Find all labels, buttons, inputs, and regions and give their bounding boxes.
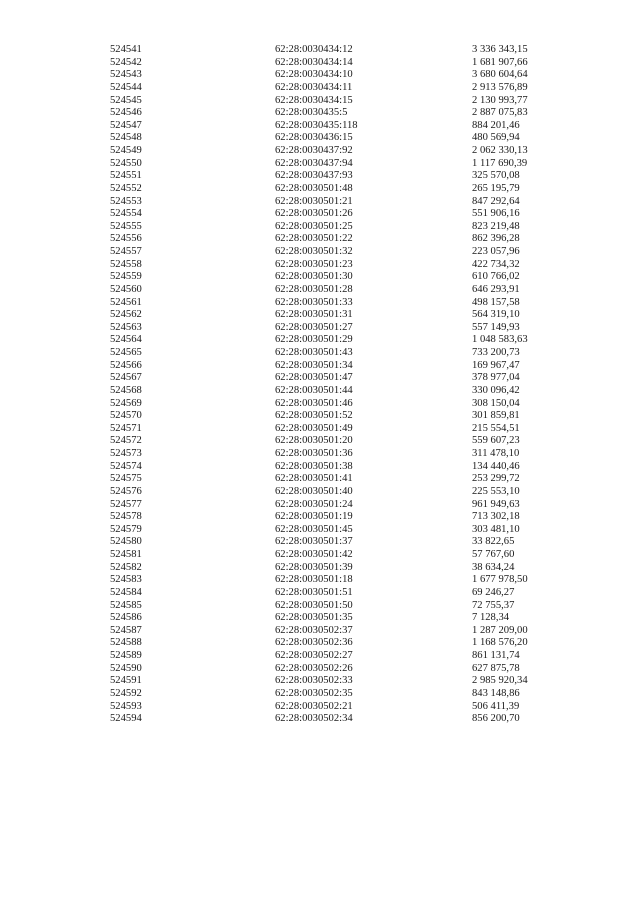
table-row xyxy=(0,524,640,537)
cadastral-number: 62:28:0030502:26 xyxy=(275,662,353,674)
cadastral-number: 62:28:0030501:34 xyxy=(275,359,353,371)
cadastral-value: 1 287 209,00 xyxy=(472,624,528,636)
row-number: 524546 xyxy=(110,107,142,119)
cadastral-value: 847 292,64 xyxy=(472,195,520,207)
table-row xyxy=(0,701,640,714)
table-row xyxy=(0,600,640,613)
table-row xyxy=(0,372,640,385)
cadastral-number: 62:28:0030501:44 xyxy=(275,384,353,396)
row-number: 524594 xyxy=(110,713,142,725)
cadastral-number: 62:28:0030501:51 xyxy=(275,586,353,598)
cadastral-value: 225 553,10 xyxy=(472,485,520,497)
table-row xyxy=(0,322,640,335)
cadastral-value: 733 200,73 xyxy=(472,347,520,358)
row-number: 524566 xyxy=(110,359,142,371)
table-row xyxy=(0,663,640,676)
row-number: 524591 xyxy=(110,675,142,687)
cadastral-number: 62:28:0030434:14 xyxy=(275,56,353,68)
cadastral-number: 62:28:0030501:42 xyxy=(275,549,353,560)
cadastral-value: 422 734,32 xyxy=(472,258,520,270)
cadastral-value: 480 569,94 xyxy=(472,132,520,144)
row-number: 524548 xyxy=(110,132,142,144)
cadastral-number: 62:28:0030502:33 xyxy=(275,675,353,687)
cadastral-value: 378 977,04 xyxy=(472,372,520,384)
cadastral-value: 559 607,23 xyxy=(472,435,520,447)
row-number: 524580 xyxy=(110,536,142,548)
table-row xyxy=(0,69,640,82)
cadastral-number: 62:28:0030501:19 xyxy=(275,511,353,523)
cadastral-number: 62:28:0030501:23 xyxy=(275,258,353,270)
row-number: 524582 xyxy=(110,561,142,573)
cadastral-number: 62:28:0030501:31 xyxy=(275,309,353,321)
table-row xyxy=(0,233,640,246)
cadastral-number: 62:28:0030502:37 xyxy=(275,624,353,636)
table-row xyxy=(0,536,640,549)
row-number: 524578 xyxy=(110,511,142,523)
table-row xyxy=(0,448,640,461)
table-row xyxy=(0,562,640,575)
cadastral-number: 62:28:0030434:10 xyxy=(275,69,353,81)
table-row xyxy=(0,132,640,145)
row-number: 524569 xyxy=(110,397,142,409)
cadastral-value: 2 985 920,34 xyxy=(472,675,528,687)
row-number: 524558 xyxy=(110,258,142,270)
row-number: 524590 xyxy=(110,662,142,674)
cadastral-value-table xyxy=(0,44,640,726)
cadastral-value: 1 681 907,66 xyxy=(472,56,528,68)
row-number: 524562 xyxy=(110,309,142,321)
cadastral-number: 62:28:0030434:12 xyxy=(275,44,353,55)
table-row xyxy=(0,713,640,726)
table-row xyxy=(0,246,640,259)
table-row xyxy=(0,461,640,474)
table-row xyxy=(0,574,640,587)
cadastral-value: 646 293,91 xyxy=(472,283,520,295)
cadastral-value: 223 057,96 xyxy=(472,246,520,257)
table-row xyxy=(0,221,640,234)
cadastral-number: 62:28:0030502:36 xyxy=(275,637,353,649)
row-number: 524577 xyxy=(110,498,142,510)
cadastral-value: 1 677 978,50 xyxy=(472,574,528,586)
cadastral-number: 62:28:0030501:47 xyxy=(275,372,353,384)
table-row xyxy=(0,625,640,638)
cadastral-value: 69 246,27 xyxy=(472,586,515,598)
row-number: 524563 xyxy=(110,321,142,333)
cadastral-value: 2 887 075,83 xyxy=(472,107,528,119)
cadastral-value: 498 157,58 xyxy=(472,296,520,308)
cadastral-number: 62:28:0030501:45 xyxy=(275,523,353,535)
row-number: 524553 xyxy=(110,195,142,207)
table-row xyxy=(0,259,640,272)
cadastral-number: 62:28:0030502:27 xyxy=(275,650,353,661)
cadastral-number: 62:28:0030502:21 xyxy=(275,700,353,712)
cadastral-value: 33 822,65 xyxy=(472,536,515,548)
row-number: 524568 xyxy=(110,384,142,396)
table-row xyxy=(0,309,640,322)
row-number: 524586 xyxy=(110,612,142,624)
row-number: 524593 xyxy=(110,700,142,712)
cadastral-number: 62:28:0030501:49 xyxy=(275,422,353,434)
table-row xyxy=(0,549,640,562)
cadastral-number: 62:28:0030502:35 xyxy=(275,687,353,699)
cadastral-number: 62:28:0030501:22 xyxy=(275,233,353,245)
cadastral-value: 311 478,10 xyxy=(472,448,520,459)
cadastral-value: 627 875,78 xyxy=(472,662,520,674)
table-row xyxy=(0,688,640,701)
cadastral-value: 3 336 343,15 xyxy=(472,44,528,55)
row-number: 524574 xyxy=(110,460,142,472)
cadastral-number: 62:28:0030501:37 xyxy=(275,536,353,548)
cadastral-number: 62:28:0030501:43 xyxy=(275,347,353,358)
row-number: 524575 xyxy=(110,473,142,485)
cadastral-value: 169 967,47 xyxy=(472,359,520,371)
table-row xyxy=(0,637,640,650)
cadastral-number: 62:28:0030501:48 xyxy=(275,182,353,194)
table-row xyxy=(0,650,640,663)
cadastral-number: 62:28:0030501:36 xyxy=(275,448,353,459)
cadastral-value: 134 440,46 xyxy=(472,460,520,472)
row-number: 524589 xyxy=(110,650,142,661)
cadastral-number: 62:28:0030502:34 xyxy=(275,713,353,725)
table-row xyxy=(0,334,640,347)
cadastral-number: 62:28:0030501:20 xyxy=(275,435,353,447)
cadastral-number: 62:28:0030437:92 xyxy=(275,145,353,156)
row-number: 524585 xyxy=(110,599,142,611)
cadastral-value: 551 906,16 xyxy=(472,208,520,220)
table-row xyxy=(0,95,640,108)
cadastral-number: 62:28:0030435:5 xyxy=(275,107,348,119)
cadastral-value: 2 062 330,13 xyxy=(472,145,528,156)
cadastral-number: 62:28:0030501:35 xyxy=(275,612,353,624)
table-row xyxy=(0,44,640,57)
cadastral-value: 72 755,37 xyxy=(472,599,515,611)
table-row xyxy=(0,410,640,423)
table-row xyxy=(0,423,640,436)
table-row xyxy=(0,587,640,600)
table-row xyxy=(0,499,640,512)
row-number: 524556 xyxy=(110,233,142,245)
table-row xyxy=(0,158,640,171)
cadastral-value: 557 149,93 xyxy=(472,321,520,333)
table-row xyxy=(0,675,640,688)
cadastral-value: 856 200,70 xyxy=(472,713,520,725)
cadastral-number: 62:28:0030501:26 xyxy=(275,208,353,220)
cadastral-value: 861 131,74 xyxy=(472,650,520,661)
cadastral-value: 308 150,04 xyxy=(472,397,520,409)
table-row xyxy=(0,82,640,95)
cadastral-number: 62:28:0030437:93 xyxy=(275,170,353,182)
table-row xyxy=(0,57,640,70)
cadastral-number: 62:28:0030501:21 xyxy=(275,195,353,207)
cadastral-number: 62:28:0030501:25 xyxy=(275,220,353,232)
table-row xyxy=(0,398,640,411)
cadastral-number: 62:28:0030434:15 xyxy=(275,94,353,106)
table-row xyxy=(0,360,640,373)
cadastral-value: 253 299,72 xyxy=(472,473,520,485)
row-number: 524573 xyxy=(110,448,142,459)
row-number: 524584 xyxy=(110,586,142,598)
cadastral-number: 62:28:0030501:24 xyxy=(275,498,353,510)
row-number: 524583 xyxy=(110,574,142,586)
cadastral-value: 610 766,02 xyxy=(472,271,520,283)
cadastral-number: 62:28:0030501:27 xyxy=(275,321,353,333)
row-number: 524543 xyxy=(110,69,142,81)
row-number: 524581 xyxy=(110,549,142,560)
cadastral-number: 62:28:0030501:40 xyxy=(275,485,353,497)
table-row xyxy=(0,347,640,360)
cadastral-value: 303 481,10 xyxy=(472,523,520,535)
cadastral-value: 961 949,63 xyxy=(472,498,520,510)
cadastral-value: 564 319,10 xyxy=(472,309,520,321)
row-number: 524570 xyxy=(110,410,142,422)
cadastral-value: 7 128,34 xyxy=(472,612,510,624)
row-number: 524571 xyxy=(110,422,142,434)
table-row xyxy=(0,435,640,448)
table-row xyxy=(0,271,640,284)
table-row xyxy=(0,120,640,133)
row-number: 524550 xyxy=(110,157,142,169)
table-row xyxy=(0,145,640,158)
cadastral-value: 1 168 576,20 xyxy=(472,637,528,649)
table-row xyxy=(0,196,640,209)
table-row xyxy=(0,612,640,625)
cadastral-value: 713 302,18 xyxy=(472,511,520,523)
table-row xyxy=(0,473,640,486)
cadastral-value: 1 117 690,39 xyxy=(472,157,528,169)
cadastral-value: 506 411,39 xyxy=(472,700,520,712)
cadastral-number: 62:28:0030501:38 xyxy=(275,460,353,472)
cadastral-number: 62:28:0030501:28 xyxy=(275,283,353,295)
row-number: 524547 xyxy=(110,119,142,131)
row-number: 524557 xyxy=(110,246,142,257)
cadastral-value: 862 396,28 xyxy=(472,233,520,245)
cadastral-number: 62:28:0030501:50 xyxy=(275,599,353,611)
table-row xyxy=(0,511,640,524)
cadastral-number: 62:28:0030436:15 xyxy=(275,132,353,144)
row-number: 524565 xyxy=(110,347,142,358)
cadastral-value: 2 130 993,77 xyxy=(472,94,528,106)
table-row xyxy=(0,284,640,297)
row-number: 524544 xyxy=(110,81,142,93)
row-number: 524554 xyxy=(110,208,142,220)
cadastral-value: 1 048 583,63 xyxy=(472,334,528,346)
cadastral-value: 3 680 604,64 xyxy=(472,69,528,81)
cadastral-value: 884 201,46 xyxy=(472,119,520,131)
cadastral-value: 38 634,24 xyxy=(472,561,515,573)
cadastral-value: 57 767,60 xyxy=(472,549,515,560)
row-number: 524545 xyxy=(110,94,142,106)
cadastral-number: 62:28:0030501:41 xyxy=(275,473,353,485)
table-row xyxy=(0,486,640,499)
cadastral-number: 62:28:0030501:46 xyxy=(275,397,353,409)
row-number: 524564 xyxy=(110,334,142,346)
cadastral-number: 62:28:0030501:29 xyxy=(275,334,353,346)
cadastral-value: 330 096,42 xyxy=(472,384,520,396)
row-number: 524552 xyxy=(110,182,142,194)
row-number: 524592 xyxy=(110,687,142,699)
cadastral-number: 62:28:0030435:118 xyxy=(275,119,358,131)
row-number: 524588 xyxy=(110,637,142,649)
row-number: 524561 xyxy=(110,296,142,308)
cadastral-value: 301 859,81 xyxy=(472,410,520,422)
row-number: 524579 xyxy=(110,523,142,535)
table-row xyxy=(0,297,640,310)
row-number: 524549 xyxy=(110,145,142,156)
row-number: 524576 xyxy=(110,485,142,497)
row-number: 524560 xyxy=(110,283,142,295)
table-row xyxy=(0,170,640,183)
row-number: 524587 xyxy=(110,624,142,636)
cadastral-number: 62:28:0030501:39 xyxy=(275,561,353,573)
cadastral-value: 2 913 576,89 xyxy=(472,81,528,93)
cadastral-value: 265 195,79 xyxy=(472,182,520,194)
cadastral-number: 62:28:0030434:11 xyxy=(275,81,353,93)
table-row xyxy=(0,183,640,196)
cadastral-value: 823 219,48 xyxy=(472,220,520,232)
cadastral-number: 62:28:0030437:94 xyxy=(275,157,353,169)
row-number: 524559 xyxy=(110,271,142,283)
row-number: 524551 xyxy=(110,170,142,182)
cadastral-value: 215 554,51 xyxy=(472,422,520,434)
cadastral-number: 62:28:0030501:32 xyxy=(275,246,353,257)
cadastral-value: 843 148,86 xyxy=(472,687,520,699)
cadastral-value: 325 570,08 xyxy=(472,170,520,182)
table-row xyxy=(0,385,640,398)
row-number: 524572 xyxy=(110,435,142,447)
row-number: 524542 xyxy=(110,56,142,68)
row-number: 524555 xyxy=(110,220,142,232)
cadastral-number: 62:28:0030501:33 xyxy=(275,296,353,308)
table-row xyxy=(0,208,640,221)
cadastral-number: 62:28:0030501:30 xyxy=(275,271,353,283)
row-number: 524567 xyxy=(110,372,142,384)
cadastral-number: 62:28:0030501:52 xyxy=(275,410,353,422)
row-number: 524541 xyxy=(110,44,142,55)
table-row xyxy=(0,107,640,120)
cadastral-number: 62:28:0030501:18 xyxy=(275,574,353,586)
